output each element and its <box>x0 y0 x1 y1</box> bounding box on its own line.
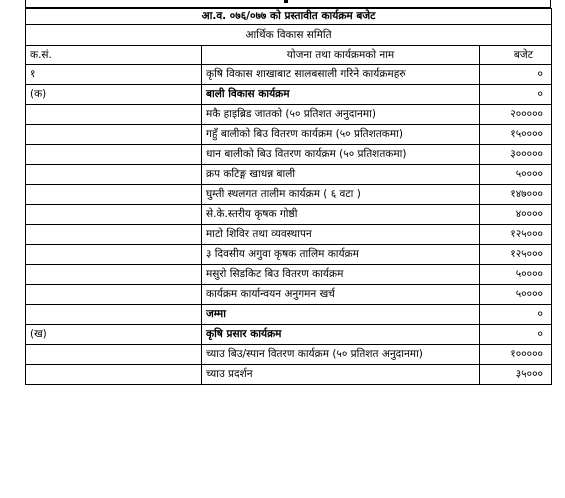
budget-document <box>25 0 551 385</box>
table-row <box>26 145 552 165</box>
program-cell: कृषि प्रसार कार्यक्रम <box>202 325 480 345</box>
serial-cell <box>26 125 202 145</box>
budget-cell: ० <box>480 325 552 345</box>
serial-cell <box>26 145 202 165</box>
serial-cell <box>26 365 202 385</box>
budget-cell: ५०००० <box>480 265 552 285</box>
page-mark <box>284 0 288 3</box>
budget-cell: ० <box>480 85 552 105</box>
serial-cell <box>26 345 202 365</box>
table-row <box>26 365 552 385</box>
budget-cell: ४०००० <box>480 205 552 225</box>
serial-cell: (ख) <box>26 325 202 345</box>
budget-cell: १२५००० <box>480 225 552 245</box>
header-row <box>26 46 552 65</box>
program-cell: घुम्ती स्थलगत तालीम कार्यक्रम ( ६ वटा ) <box>202 185 480 205</box>
table-row <box>26 305 552 325</box>
program-cell: धान बालीको बिउ वितरण कार्यक्रम (५० प्रतिशतकमा) <box>202 145 480 165</box>
table-row <box>26 105 552 125</box>
table-row <box>26 125 552 145</box>
program-cell: माटो शिविर तथा व्यवस्थापन <box>202 225 480 245</box>
previous-page-edge <box>25 0 551 8</box>
budget-cell: ० <box>480 305 552 325</box>
program-cell: कार्यक्रम कार्यान्वयन अनुगमन खर्च <box>202 285 480 305</box>
program-cell: गहुँ बालीको बिउ वितरण कार्यक्रम (५० प्रतिशतकमा) <box>202 125 480 145</box>
program-cell: जम्मा <box>202 305 480 325</box>
committee-name: आर्थिक विकास समिति <box>26 25 552 46</box>
serial-cell <box>26 185 202 205</box>
serial-header: क.सं. <box>26 46 202 65</box>
budget-cell: २००००० <box>480 105 552 125</box>
table-row <box>26 205 552 225</box>
budget-cell: ३००००० <box>480 145 552 165</box>
program-header: योजना तथा कार्यक्रमको नाम <box>202 46 480 65</box>
budget-cell: १२५००० <box>480 245 552 265</box>
budget-cell: १५०००० <box>480 125 552 145</box>
serial-cell <box>26 245 202 265</box>
serial-cell: (क) <box>26 85 202 105</box>
table-row <box>26 245 552 265</box>
budget-cell: १४७००० <box>480 185 552 205</box>
budget-header: बजेट <box>480 46 552 65</box>
table-row <box>26 225 552 245</box>
program-cell: मसुरो सिडकिट बिउ वितरण कार्यक्रम <box>202 265 480 285</box>
document-title: आ.व. ०७६/०७७ को प्रस्तावीत कार्यक्रम बजेट <box>26 9 552 25</box>
serial-cell <box>26 205 202 225</box>
program-cell: च्याउ प्रदर्शन <box>202 365 480 385</box>
serial-cell <box>26 225 202 245</box>
serial-cell <box>26 305 202 325</box>
program-cell: ३ दिवसीय अगुवा कृषक तालिम कार्यक्रम <box>202 245 480 265</box>
serial-cell <box>26 265 202 285</box>
budget-table <box>25 8 552 385</box>
serial-cell <box>26 165 202 185</box>
table-row <box>26 165 552 185</box>
table-row <box>26 345 552 365</box>
budget-cell: १००००० <box>480 345 552 365</box>
program-cell: बाली विकास कार्यक्रम <box>202 85 480 105</box>
program-cell: मकै हाइब्रिड जातको (५० प्रतिशत अनुदानमा) <box>202 105 480 125</box>
program-cell: से.के.स्तरीय कृषक गोष्ठी <box>202 205 480 225</box>
budget-cell: ५०००० <box>480 285 552 305</box>
serial-cell: १ <box>26 65 202 85</box>
committee-row <box>26 25 552 46</box>
serial-cell <box>26 285 202 305</box>
budget-cell: ५०००० <box>480 165 552 185</box>
budget-cell: ३५००० <box>480 365 552 385</box>
budget-cell: ० <box>480 65 552 85</box>
program-cell: कृषि विकास शाखाबाट सालबसाली गरिने कार्यक्रमहरु <box>202 65 480 85</box>
table-row <box>26 185 552 205</box>
table-row <box>26 285 552 305</box>
table-row <box>26 265 552 285</box>
table-row <box>26 85 552 105</box>
program-cell: च्याउ बिउ/स्पान वितरण कार्यक्रम (५० प्रतिशत अनुदानमा) <box>202 345 480 365</box>
program-cell: क्रप कटिङ्ग खाधन्न बाली <box>202 165 480 185</box>
table-row <box>26 325 552 345</box>
serial-cell <box>26 105 202 125</box>
table-row <box>26 65 552 85</box>
title-row <box>26 9 552 25</box>
